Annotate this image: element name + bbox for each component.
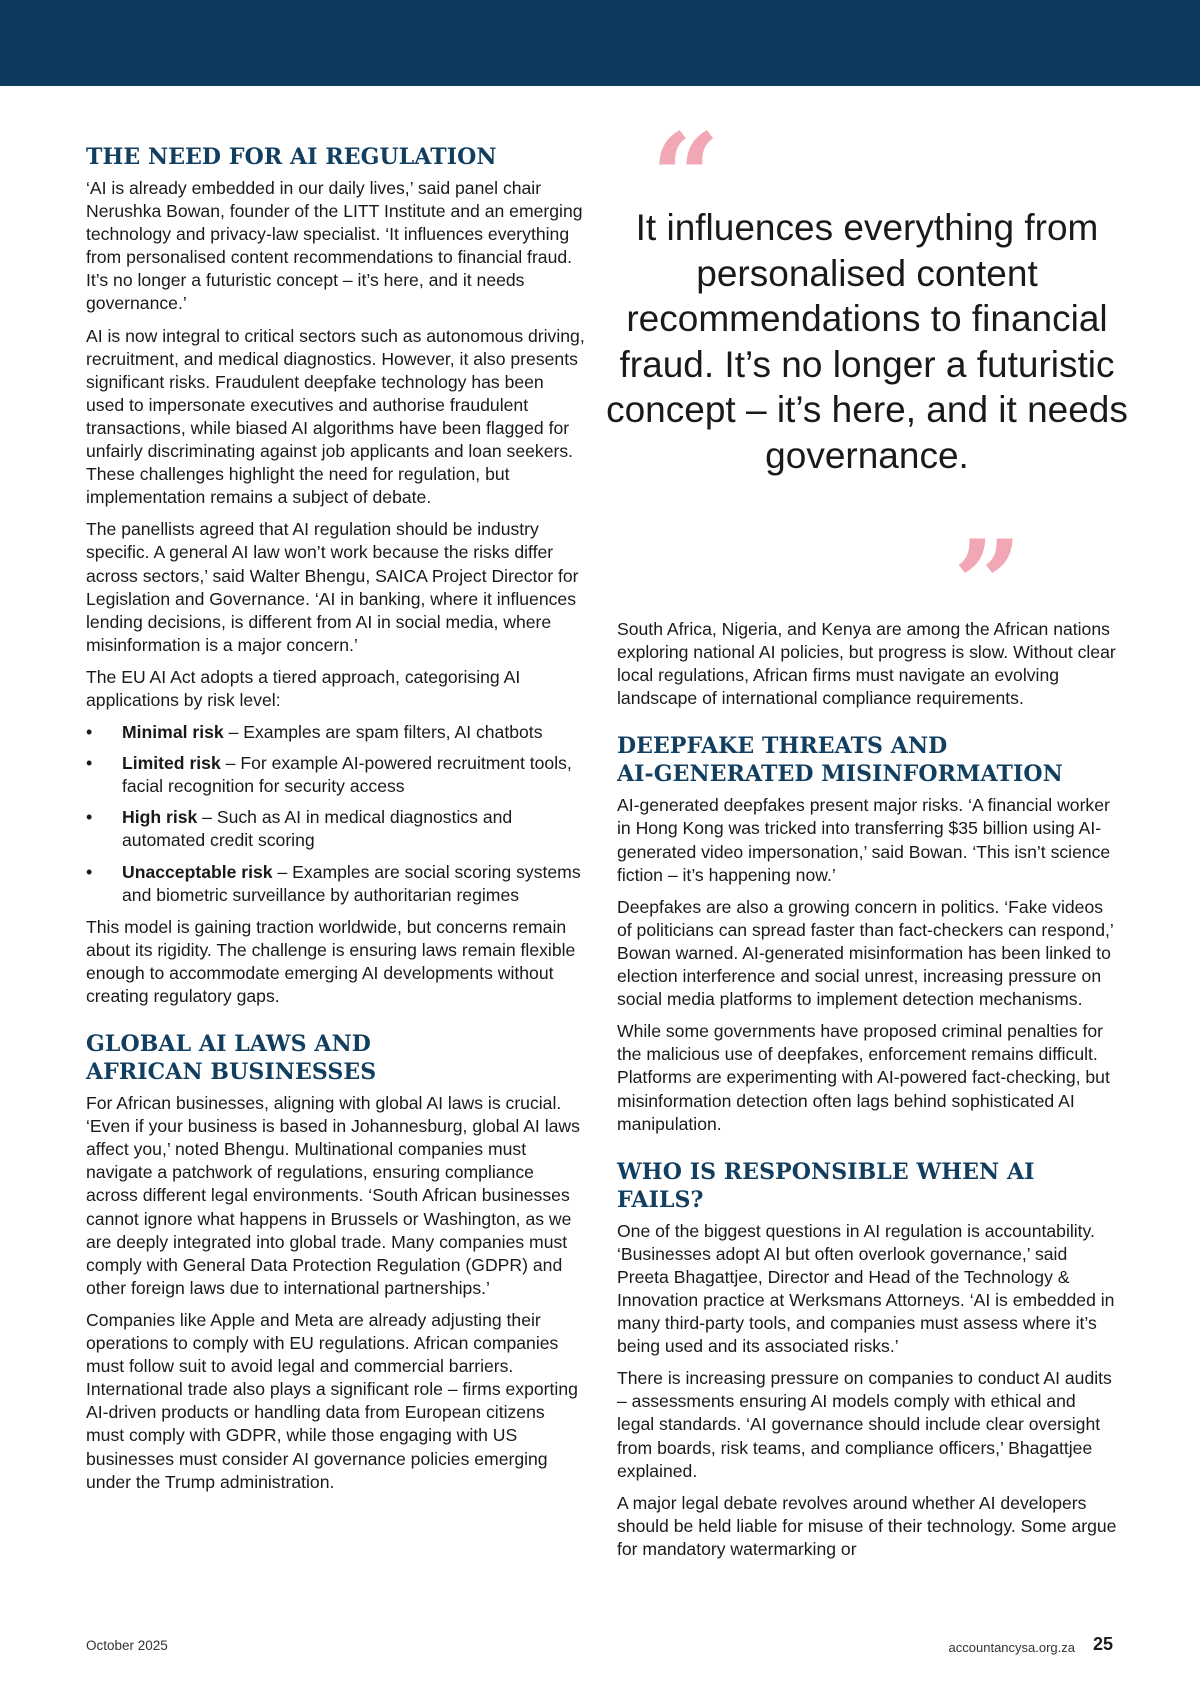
- risk-term: High risk: [122, 807, 198, 828]
- paragraph: A major legal debate revolves around whether AI developers should be held liable for misuse of their technology. Some argue for mandatory watermarking or: [617, 1492, 1117, 1559]
- risk-description: – For example AI-powered recruitment tools, facial recognition for security access: [122, 753, 572, 797]
- pull-quote: [606, 107, 1128, 655]
- bullet-icon: •: [86, 807, 93, 828]
- left-column: [86, 143, 586, 1503]
- risk-description: – Examples are spam filters, AI chatbots: [223, 722, 543, 743]
- risk-level-list: [86, 721, 586, 907]
- heading-ai-regulation: THE NEED FOR AI REGULATION: [86, 144, 497, 170]
- open-quote-icon: “: [651, 107, 721, 248]
- risk-description: – Examples are social scoring systems and biometric surveillance by authoritarian regimes: [122, 861, 581, 905]
- risk-term: Limited risk: [122, 753, 221, 774]
- paragraph: This model is gaining traction worldwide, but concerns remain about its rigidity. The challenge is ensuring laws remain flexible enough to accommodate emerging AI developments without creating regulatory gaps.: [86, 916, 576, 1006]
- paragraph: The EU AI Act adopts a tiered approach, categorising AI applications by risk level:: [86, 666, 521, 710]
- paragraph: Deepfakes are also a growing concern in politics. ‘Fake videos of politicians can spread faster than fact-checkers can respond,’ Bowan warned. AI-generated misinformation has been linked to election interference and social unrest, increasing pressure on social media platforms to implement detection mechanisms.: [617, 896, 1114, 1010]
- footer-website-link[interactable]: accountancysa.org.za: [948, 1640, 1075, 1655]
- paragraph: There is increasing pressure on companies to conduct AI audits – assessments ensuring AI models comply with ethical and legal standards. ‘AI governance should include clear oversight from boards, risk teams, and compliance officers,’ Bhagattjee explained.: [617, 1368, 1112, 1481]
- paragraph: For African businesses, aligning with global AI laws is crucial. ‘Even if your business is based in Johannesburg, global AI laws affect you,’ noted Bhengu. Multinational companies must navigate a patchwork of regulations, ensuring compliance across different legal environments. ‘South African businesses cannot ignore what happens in Brussels or Washington, as we are deeply integrated into global trade. Many companies must comply with General Data Protection Regulation (GDPR) and other foreign laws due to international partnerships.’: [86, 1093, 580, 1298]
- paragraph: ‘AI is already embedded in our daily lives,’ said panel chair Nerushka Bowan, founder of the LITT Institute and an emerging technology and privacy-law specialist. ‘It influences everything from personalised content recommendations to financial fraud. It’s no longer a futuristic concept – it’s here, and it needs governance.’: [86, 178, 583, 314]
- close-quote-icon: ”: [953, 514, 1023, 655]
- heading-global-ai-laws: [86, 1030, 586, 1086]
- top-color-band: [0, 0, 1200, 86]
- risk-term: Minimal risk: [122, 722, 224, 743]
- paragraph: The panellists agreed that AI regulation should be industry specific. A general AI law won’t work because the risks differ across sectors,’ said Walter Bhengu, SAICA Project Director for Legislation and Governance. ‘AI in banking, where it influences lending decisions, is different from AI in social media, where misinformation is a major concern.’: [86, 519, 579, 655]
- heading-line: AI-GENERATED MISINFORMATION: [617, 761, 1063, 788]
- footer-date: October 2025: [86, 1638, 168, 1653]
- heading-line: AFRICAN BUSINESSES: [86, 1059, 377, 1086]
- paragraph: One of the biggest questions in AI regulation is accountability. ‘Businesses adopt AI but often overlook governance,’ said Preeta Bhagattjee, Director and Head of the Technology & Innovation practice at Werksmans Attorneys. ‘AI is embedded in many third-party tools, and companies must assess where it’s being used and its associated risks.’: [617, 1220, 1115, 1357]
- risk-item-unacceptable: [86, 861, 586, 907]
- paragraph: Companies like Apple and Meta are already adjusting their operations to comply with EU regulations. African companies must follow suit to avoid legal and commercial barriers. International trade also plays a significant role – firms exporting AI-driven products or handling data from European citizens must comply with GDPR, while those engaging with US businesses must consider AI governance policies emerging under the Trump administration.: [86, 1309, 578, 1492]
- paragraph: South Africa, Nigeria, and Kenya are among the African nations exploring national AI policies, but progress is slow. Without clear local regulations, African firms must navigate an evolving landscape of international compliance requirements.: [617, 619, 1116, 709]
- bullet-icon: •: [86, 722, 93, 743]
- heading-deepfake-threats: [617, 732, 1117, 788]
- bullet-icon: •: [86, 753, 93, 774]
- paragraph: While some governments have proposed criminal penalties for the malicious use of deepfakes, enforcement remains difficult. Platforms are experimenting with AI-powered fact-checking, but misinformation detection often lags behind sophisticated AI manipulation.: [617, 1021, 1110, 1134]
- risk-description: – Such as AI in medical diagnostics and automated credit scoring: [122, 807, 513, 851]
- paragraph: AI-generated deepfakes present major risks. ‘A financial worker in Hong Kong was tricked into transferring $35 billion using AI-generated video impersonation,’ said Bowan. ‘This isn’t science fiction – it’s happening now.’: [617, 795, 1111, 885]
- risk-item-minimal: [86, 721, 586, 744]
- risk-item-high: [86, 806, 586, 852]
- pull-quote-text: It influences everything from personalised content recommendations to financial fraud. It’s no longer a futuristic concept – it’s here, and it needs governance.: [606, 207, 1128, 476]
- heading-line: GLOBAL AI LAWS AND: [86, 1031, 371, 1058]
- heading-line: DEEPFAKE THREATS AND: [617, 733, 948, 760]
- heading-who-is-responsible: WHO IS RESPONSIBLE WHEN AI FAILS?: [617, 1158, 1035, 1213]
- paragraph: AI is now integral to critical sectors such as autonomous driving, recruitment, and medical diagnostics. However, it also presents significant risks. Fraudulent deepfake technology has been used to impersonate executives and authorise fraudulent transactions, while biased AI algorithms have been flagged for unfairly discriminating against job applicants and loan seekers. These challenges highlight the need for regulation, but implementation remains a subject of debate.: [86, 325, 585, 508]
- bullet-icon: •: [86, 861, 93, 882]
- risk-item-limited: [86, 752, 586, 798]
- page-number: 25: [1093, 1634, 1114, 1654]
- right-column: [606, 107, 1128, 1570]
- risk-term: Unacceptable risk: [122, 861, 273, 882]
